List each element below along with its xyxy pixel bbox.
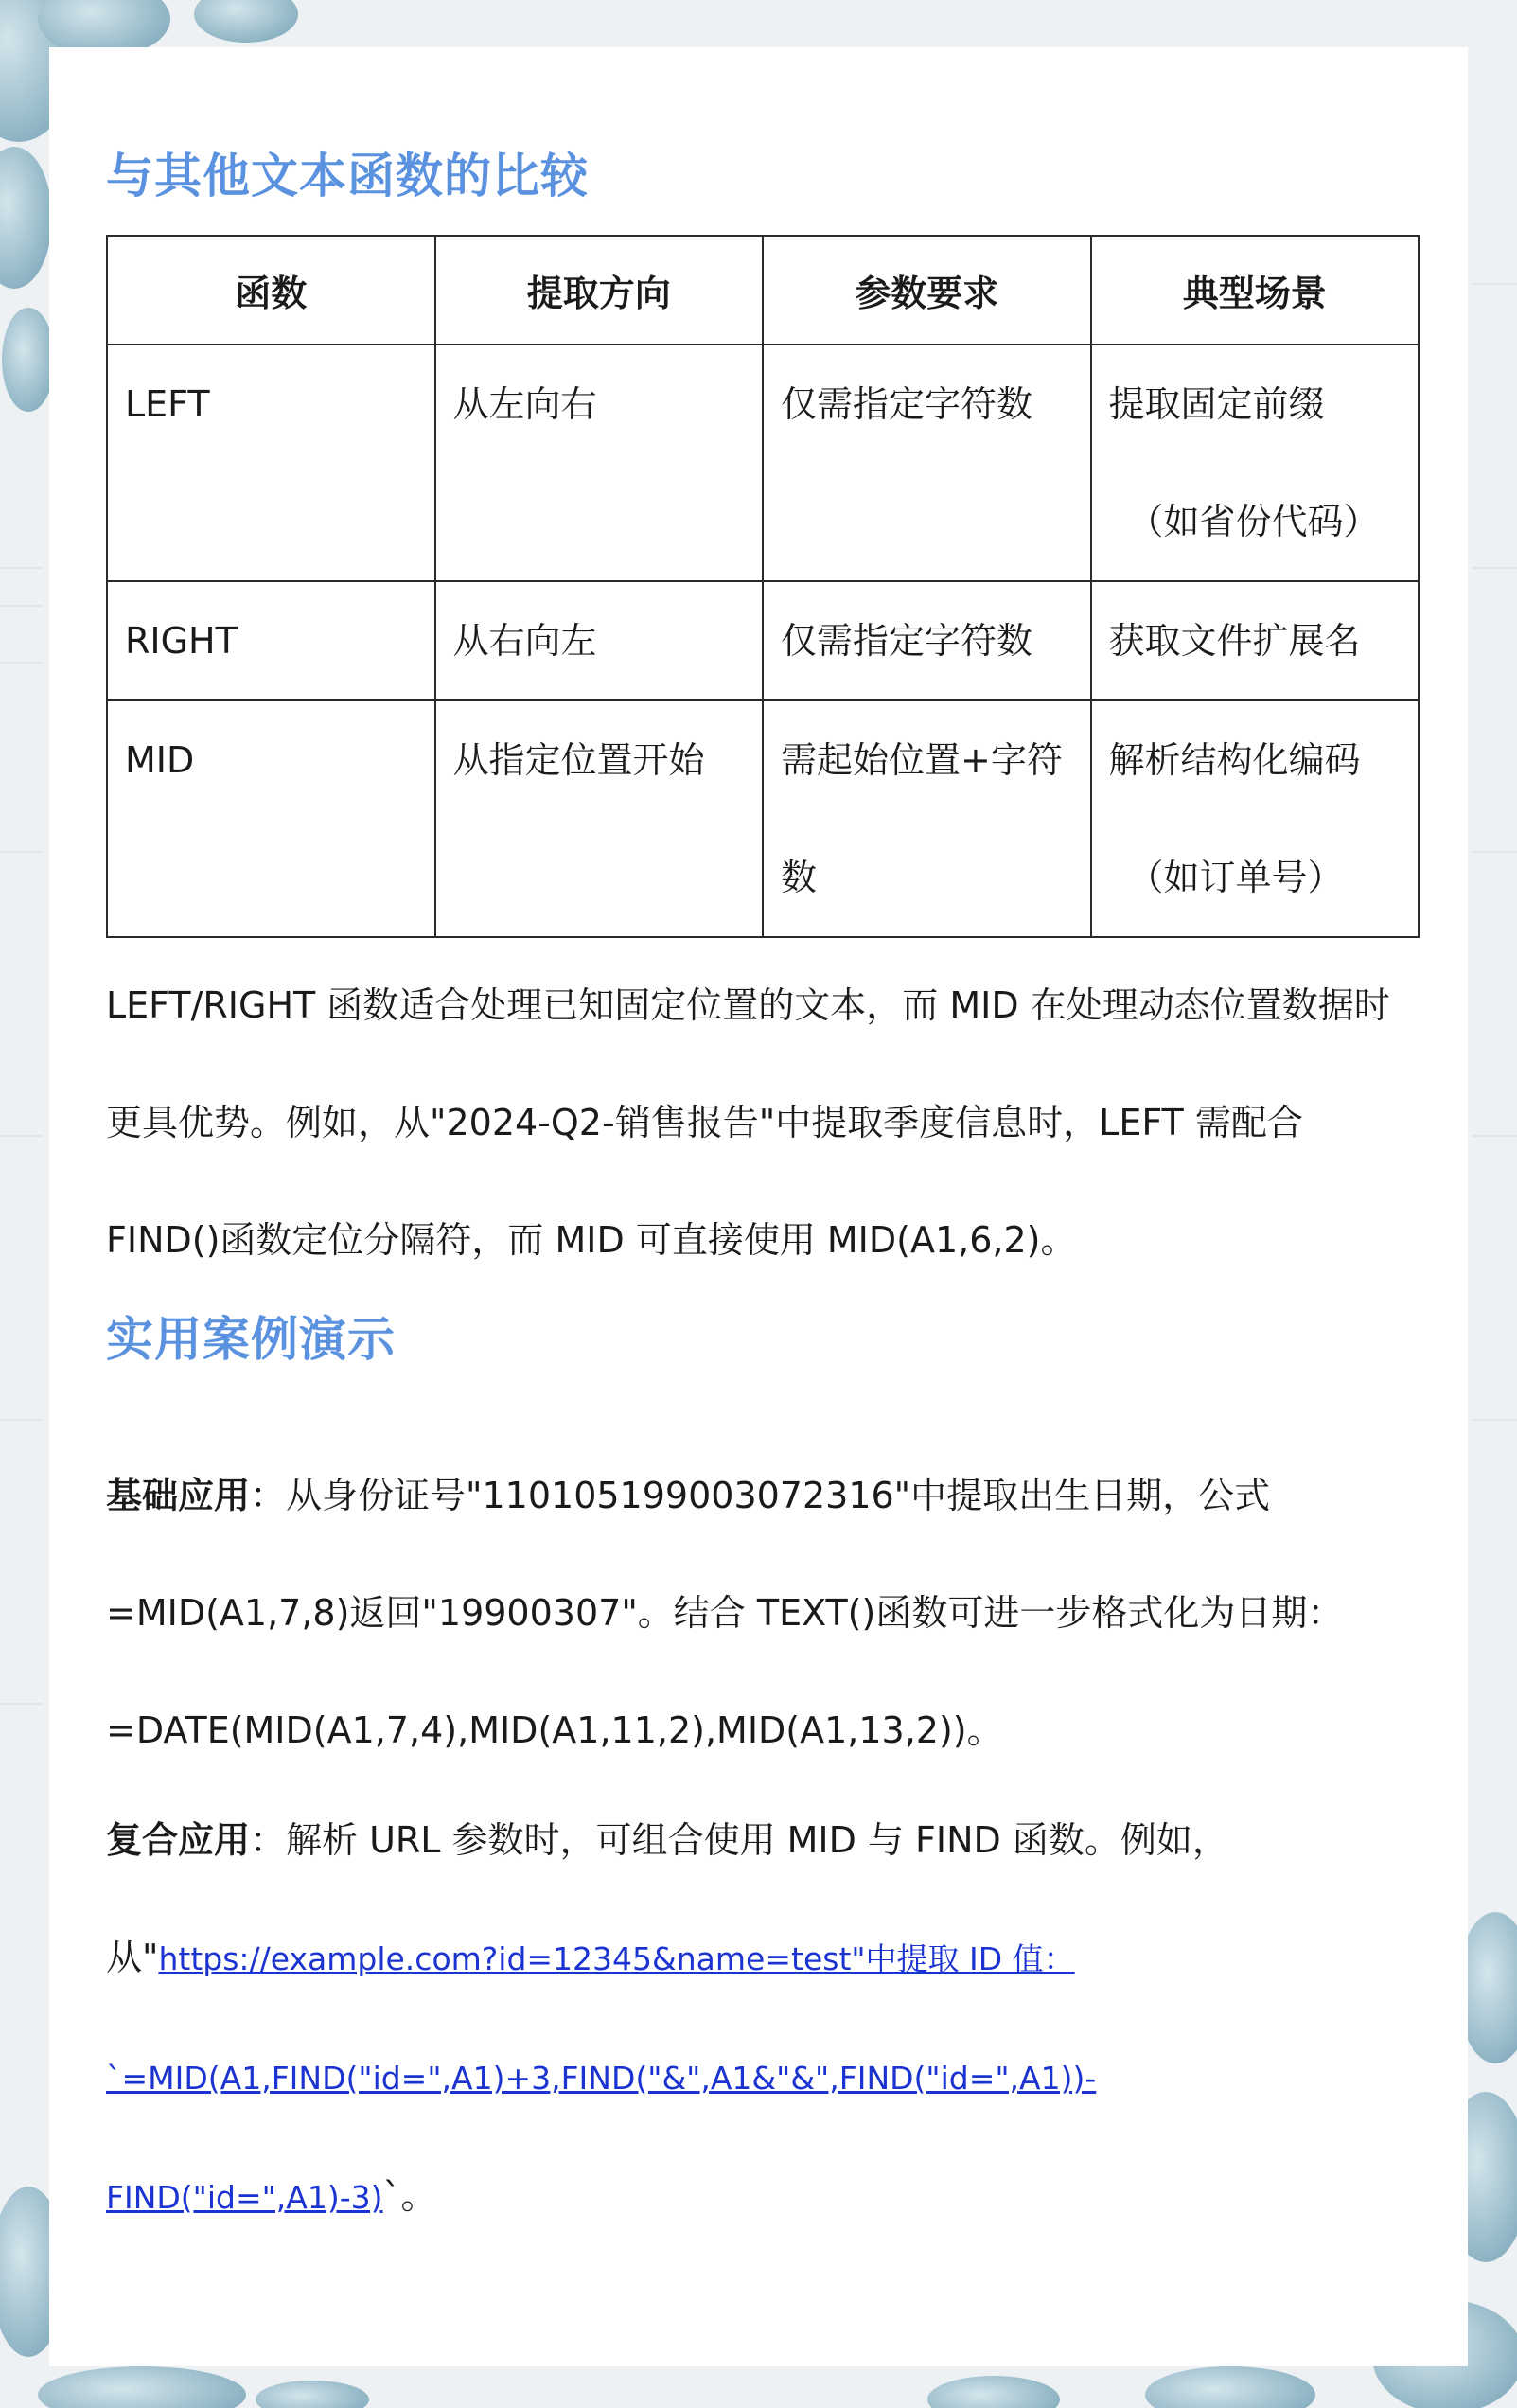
section-title-cases: 实用案例演示 bbox=[106, 1312, 396, 1367]
table-row bbox=[107, 345, 1419, 581]
complex-lead: 复合应用 bbox=[106, 1819, 251, 1861]
header-scenario: 典型场景 bbox=[1091, 236, 1420, 345]
scenario-note: （如订单号） bbox=[1127, 857, 1344, 898]
basic-lead: 基础应用 bbox=[106, 1475, 251, 1516]
complex-text: ：解析 URL 参数时，可组合使用 MID 与 FIND 函数。例如，从" bbox=[106, 1819, 1228, 1978]
header-function: 函数 bbox=[107, 236, 435, 345]
cell-func: LEFT bbox=[107, 345, 435, 581]
complex-application-paragraph bbox=[106, 1781, 1420, 2257]
compare-paragraph: LEFT/RIGHT 函数适合处理已知固定位置的文本，而 MID 在处理动态位置数据时更具优势。例如，从"2024-Q2-销售报告"中提取季度信息时，LEFT 需配合 FIND()函数定位分隔符，而 MID 可直接使用 MID(A1,6,2)。 bbox=[106, 984, 1390, 1261]
cell-scenario bbox=[1091, 345, 1420, 581]
table-row bbox=[107, 700, 1419, 937]
header-params: 参数要求 bbox=[763, 236, 1091, 345]
section-title-compare: 与其他文本函数的比较 bbox=[106, 149, 589, 204]
cell-scenario: 获取文件扩展名 bbox=[1091, 581, 1420, 700]
header-direction: 提取方向 bbox=[435, 236, 764, 345]
comparison-table bbox=[106, 235, 1420, 938]
cell-func: MID bbox=[107, 700, 435, 937]
complex-tail: `。 bbox=[382, 2175, 437, 2217]
basic-text: ：从身份证号"110105199003072316"中提取出生日期，公式 =MID(A1,7,8)返回"19900307"。结合 TEXT()函数可进一步格式化为日期：=DATE(MID(A1,7,4),MID(A1,11,2),MID(A1,13,2))。 bbox=[106, 1475, 1344, 1751]
cell-params: 需起始位置+字符数 bbox=[763, 700, 1091, 937]
cell-params: 仅需指定字符数 bbox=[763, 581, 1091, 700]
cell-params: 仅需指定字符数 bbox=[763, 345, 1091, 581]
scenario-text: 提取固定前缀 bbox=[1108, 383, 1325, 425]
basic-application-paragraph bbox=[106, 1437, 1420, 1789]
cell-direction: 从左向右 bbox=[435, 345, 764, 581]
cell-func: RIGHT bbox=[107, 581, 435, 700]
content-card bbox=[49, 47, 1468, 2366]
scenario-text: 解析结构化编码 bbox=[1108, 739, 1361, 781]
cell-direction: 从右向左 bbox=[435, 581, 764, 700]
scenario-note: （如省份代码） bbox=[1127, 501, 1380, 542]
cell-direction: 从指定位置开始 bbox=[435, 700, 764, 937]
table-row bbox=[107, 581, 1419, 700]
url-example-link[interactable]: https://example.com?id=12345&name=test"中提取 ID 值：`=MID(A1,FIND("id=",A1)+3,FIND("&",A1&"&",FIND("id=",A1))-FIND("id=",A1)-3) bbox=[106, 1940, 1097, 2216]
cell-scenario bbox=[1091, 700, 1420, 937]
table-header-row bbox=[107, 236, 1419, 345]
